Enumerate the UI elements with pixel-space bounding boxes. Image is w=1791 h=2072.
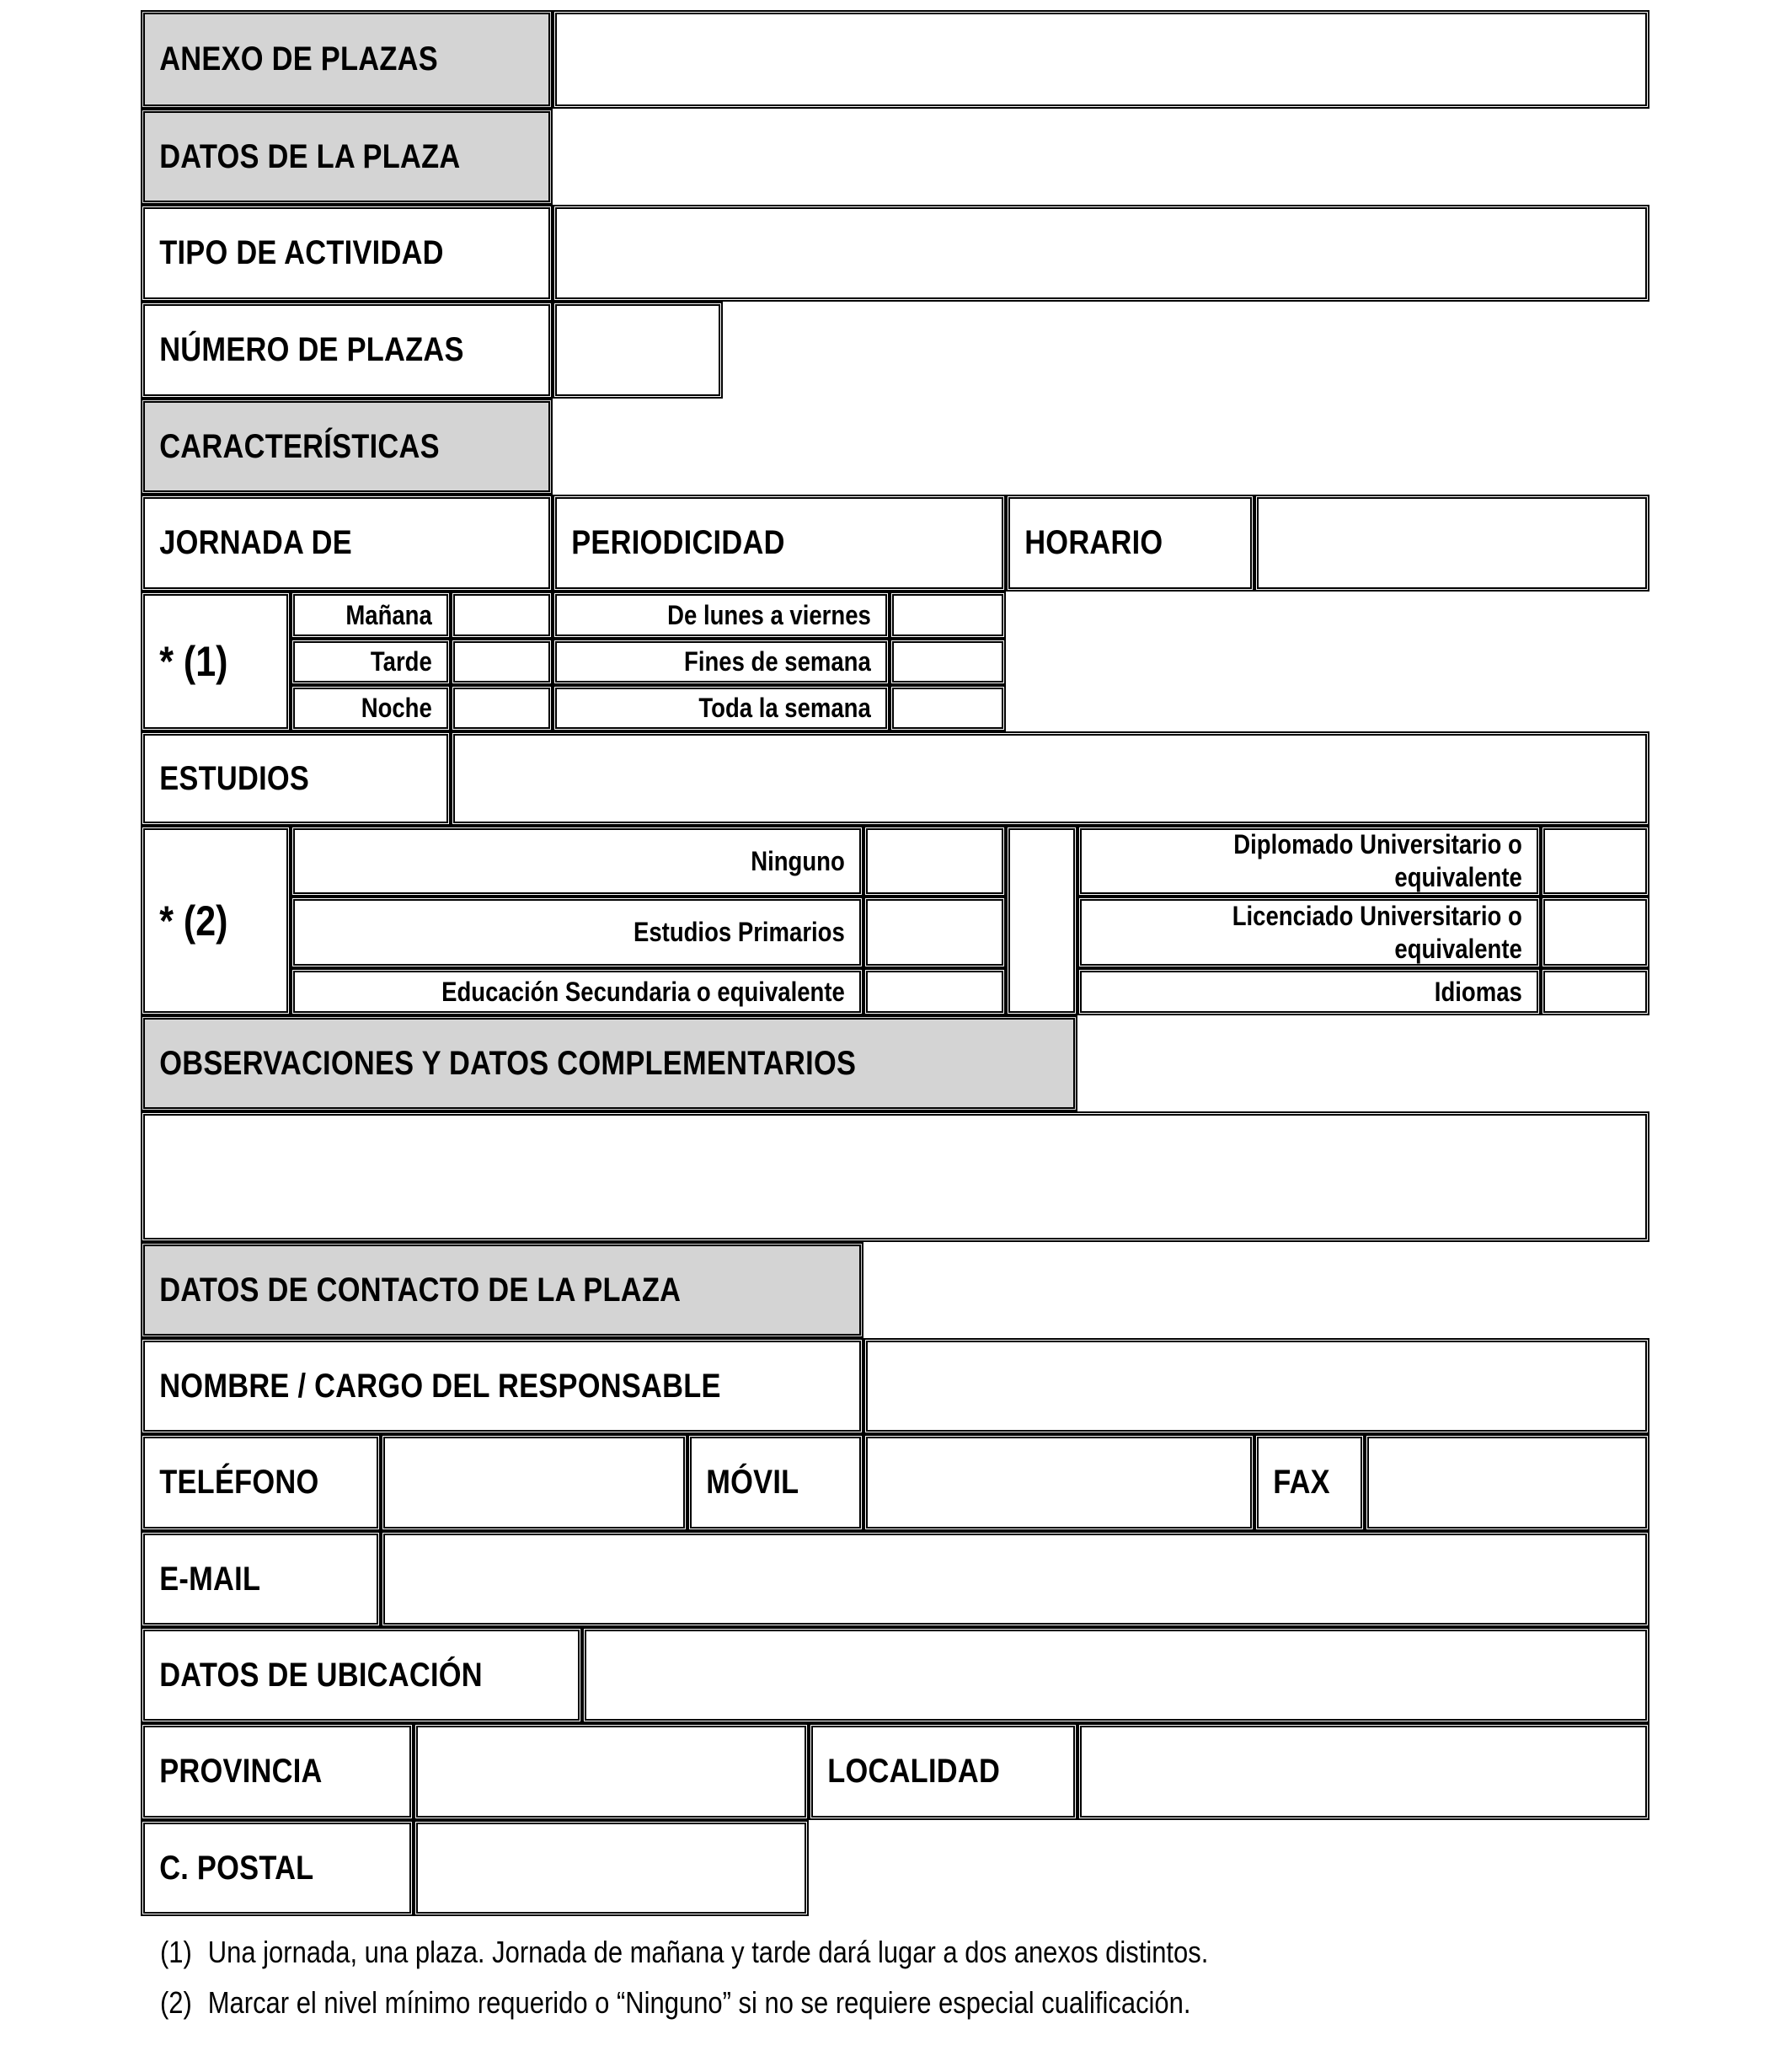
jornada-de-text: JORNADA DE — [159, 524, 352, 561]
estudios-option-diplomado — [1077, 826, 1541, 897]
estudios-option-ninguno — [291, 826, 863, 897]
nombre-cargo-field[interactable] — [863, 1338, 1649, 1434]
estudios-option-diplomado-text: Diplomado Universitario o equivalente — [1233, 829, 1522, 892]
observaciones-label — [141, 1015, 1077, 1111]
periodicidad-option-lunes-viernes-text: De lunes a viernes — [667, 599, 871, 630]
estudios-checkbox-licenciado[interactable] — [1541, 897, 1649, 968]
email-label — [141, 1531, 381, 1627]
horario-label — [1006, 495, 1254, 592]
jornada-option-manana-text: Mañana — [345, 599, 432, 630]
periodicidad-option-toda-semana-text: Toda la semana — [698, 693, 871, 723]
observaciones-field[interactable] — [141, 1111, 1649, 1242]
c-postal-text: C. POSTAL — [159, 1849, 314, 1887]
caracteristicas-label — [141, 399, 553, 495]
estudios-option-secundaria — [291, 968, 863, 1015]
fax-label — [1254, 1434, 1365, 1531]
note1-marker-text: * (1) — [159, 638, 228, 685]
provincia-field[interactable] — [414, 1723, 809, 1820]
anexo-de-plazas-field[interactable] — [553, 10, 1649, 109]
movil-field[interactable] — [863, 1434, 1254, 1531]
observaciones-text: OBSERVACIONES Y DATOS COMPLEMENTARIOS — [159, 1044, 857, 1082]
periodicidad-checkbox-lunes-viernes[interactable] — [890, 592, 1006, 639]
note1-marker — [141, 592, 291, 731]
c-postal-field[interactable] — [414, 1820, 809, 1916]
movil-label — [687, 1434, 863, 1531]
estudios-option-primarios-text: Estudios Primarios — [633, 917, 845, 947]
datos-de-la-plaza-text: DATOS DE LA PLAZA — [159, 137, 461, 175]
periodicidad-option-lunes-viernes — [553, 592, 890, 639]
estudios-option-licenciado-text: Licenciado Universitario o equivalente — [1232, 900, 1522, 964]
jornada-option-tarde — [291, 639, 451, 685]
jornada-option-noche-text: Noche — [361, 693, 432, 723]
jornada-option-noche — [291, 685, 451, 731]
tipo-de-actividad-label — [141, 205, 553, 302]
jornada-option-manana — [291, 592, 451, 639]
periodicidad-option-fines-semana-text: Fines de semana — [684, 646, 871, 677]
periodicidad-label — [553, 495, 1006, 592]
numero-de-plazas-label — [141, 302, 553, 399]
tipo-de-actividad-field[interactable] — [553, 205, 1649, 302]
jornada-option-tarde-text: Tarde — [370, 646, 432, 677]
localidad-field[interactable] — [1077, 1723, 1649, 1820]
footnote-2-number: (2) — [160, 1985, 192, 2020]
tipo-de-actividad-text: TIPO DE ACTIVIDAD — [159, 234, 444, 271]
numero-de-plazas-text: NÚMERO DE PLAZAS — [159, 331, 464, 368]
periodicidad-checkbox-toda-semana[interactable] — [890, 685, 1006, 731]
telefono-label — [141, 1434, 381, 1531]
telefono-field[interactable] — [381, 1434, 687, 1531]
localidad-text: LOCALIDAD — [827, 1753, 1001, 1790]
jornada-checkbox-tarde[interactable] — [451, 639, 553, 685]
footnote-2-text: Marcar el nivel mínimo requerido o “Ninguno” si no se requiere especial cualificación. — [207, 1985, 1191, 2020]
footnote-1 — [160, 1935, 1208, 1970]
estudios-checkbox-primarios[interactable] — [863, 897, 1006, 968]
nombre-cargo-label — [141, 1338, 863, 1434]
datos-ubicacion-text: DATOS DE UBICACIÓN — [159, 1656, 483, 1694]
caracteristicas-text: CARACTERÍSTICAS — [159, 427, 440, 465]
movil-text: MÓVIL — [706, 1464, 799, 1501]
periodicidad-option-toda-semana — [553, 685, 890, 731]
periodicidad-option-fines-semana — [553, 639, 890, 685]
periodicidad-text: PERIODICIDAD — [571, 524, 785, 561]
jornada-checkbox-manana[interactable] — [451, 592, 553, 639]
anexo-de-plazas-text: ANEXO DE PLAZAS — [159, 40, 438, 78]
estudios-field[interactable] — [451, 731, 1649, 826]
localidad-label — [809, 1723, 1077, 1820]
email-field[interactable] — [381, 1531, 1649, 1627]
provincia-text: PROVINCIA — [159, 1753, 323, 1790]
datos-ubicacion-label — [141, 1627, 582, 1723]
fax-text: FAX — [1273, 1464, 1330, 1501]
jornada-checkbox-noche[interactable] — [451, 685, 553, 731]
estudios-option-ninguno-text: Ninguno — [751, 845, 845, 876]
footnote-1-number: (1) — [160, 1935, 192, 1969]
numero-de-plazas-field[interactable] — [553, 302, 723, 399]
estudios-checkbox-diplomado[interactable] — [1541, 826, 1649, 897]
fax-field[interactable] — [1365, 1434, 1649, 1531]
footnote-1-text: Una jornada, una plaza. Jornada de mañana y tarde dará lugar a dos anexos distintos. — [207, 1935, 1209, 1969]
estudios-option-licenciado — [1077, 897, 1541, 968]
datos-de-la-plaza-label — [141, 109, 553, 205]
jornada-de-label — [141, 495, 553, 592]
estudios-text: ESTUDIOS — [159, 759, 310, 797]
estudios-option-idiomas — [1077, 968, 1541, 1015]
c-postal-label — [141, 1820, 414, 1916]
datos-ubicacion-field[interactable] — [582, 1627, 1649, 1723]
anexo-de-plazas-label — [141, 10, 553, 109]
estudios-option-primarios — [291, 897, 863, 968]
estudios-checkbox-secundaria[interactable] — [863, 968, 1006, 1015]
note2-marker-text: * (2) — [159, 897, 228, 945]
periodicidad-checkbox-fines-semana[interactable] — [890, 639, 1006, 685]
footnote-2 — [160, 1985, 1190, 2021]
estudios-checkbox-idiomas[interactable] — [1541, 968, 1649, 1015]
estudios-option-idiomas-text: Idiomas — [1434, 976, 1522, 1007]
datos-contacto-text: DATOS DE CONTACTO DE LA PLAZA — [159, 1271, 682, 1309]
estudios-label — [141, 731, 451, 826]
estudios-spacer — [1006, 826, 1077, 1015]
provincia-label — [141, 1723, 414, 1820]
estudios-option-secundaria-text: Educación Secundaria o equivalente — [441, 976, 845, 1007]
datos-contacto-label — [141, 1242, 863, 1338]
email-text: E-MAIL — [159, 1560, 261, 1598]
horario-text: HORARIO — [1024, 524, 1163, 561]
nombre-cargo-text: NOMBRE / CARGO DEL RESPONSABLE — [159, 1367, 721, 1405]
horario-field[interactable] — [1254, 495, 1649, 592]
note2-marker — [141, 826, 291, 1015]
estudios-checkbox-ninguno[interactable] — [863, 826, 1006, 897]
telefono-text: TELÉFONO — [159, 1464, 319, 1501]
